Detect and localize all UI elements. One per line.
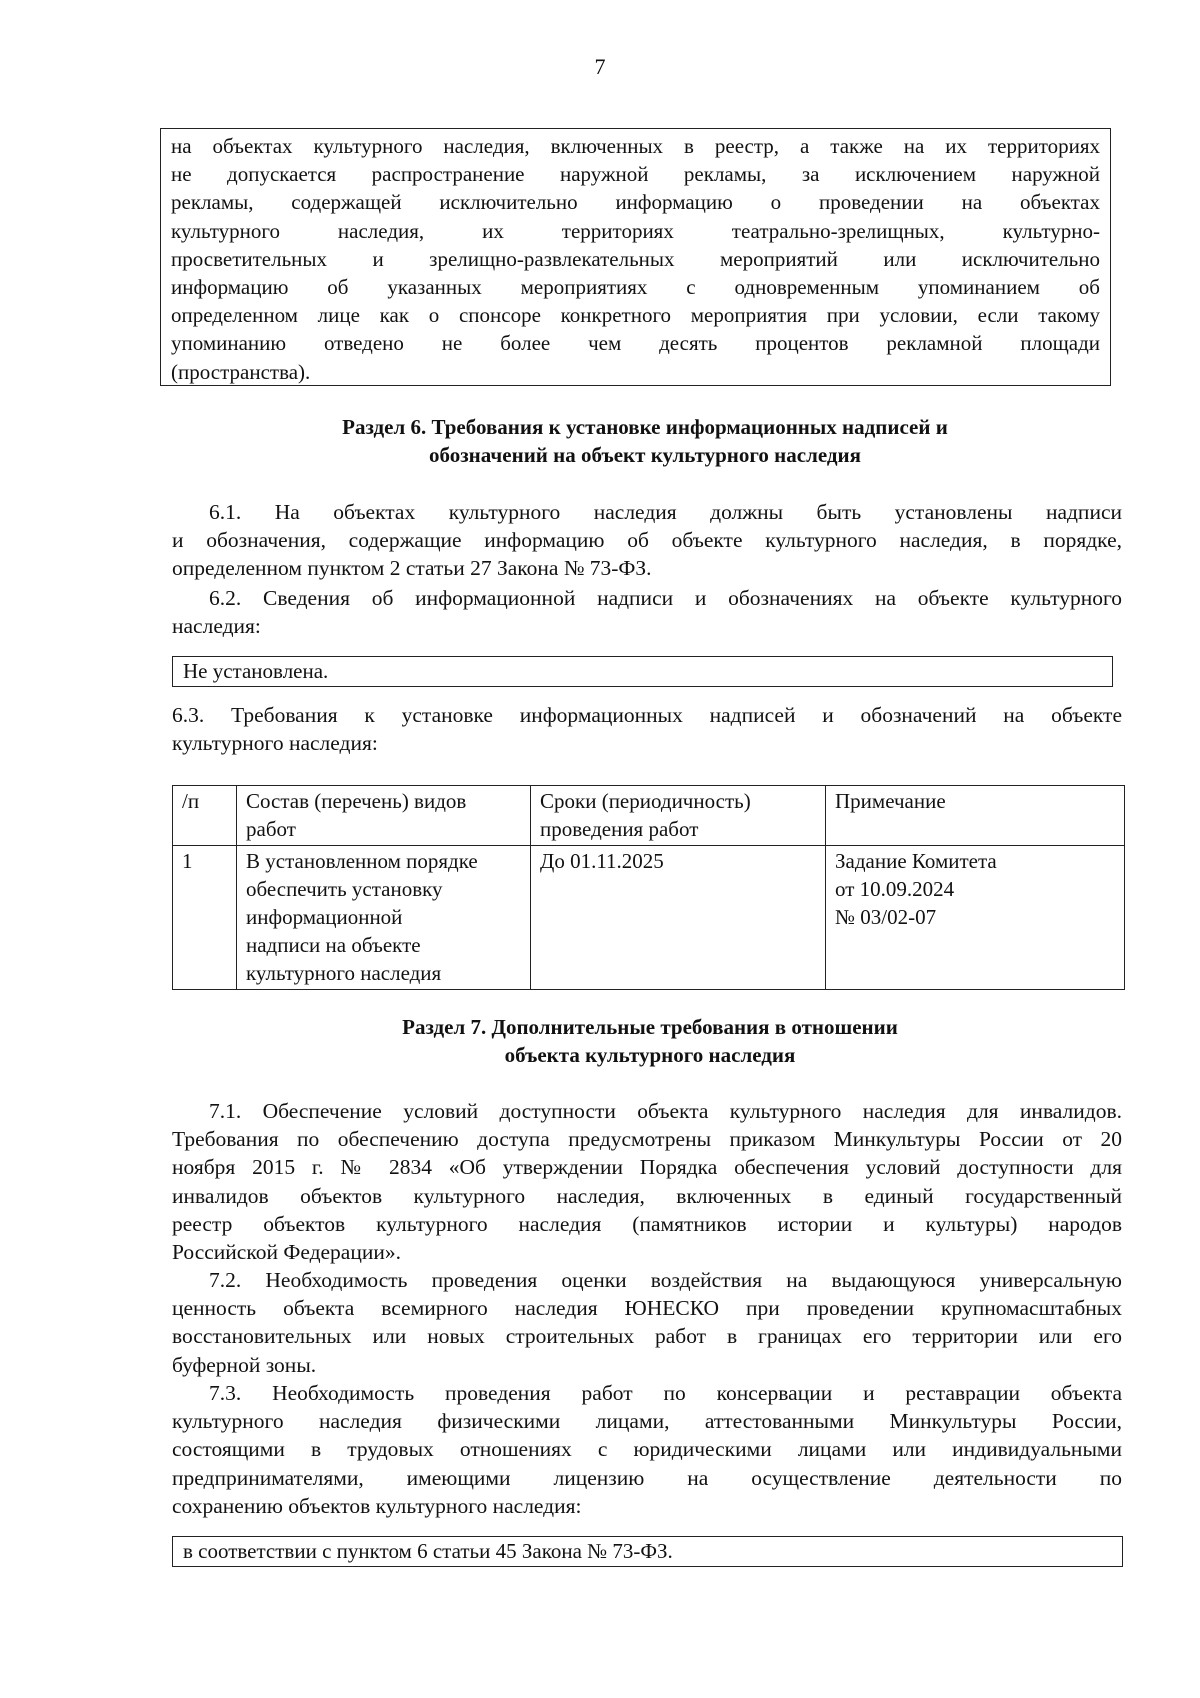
section-6-title-line: Раздел 6. Требования к установке информационных надписей и: [342, 415, 948, 439]
cell-text: Задание Комитета: [835, 849, 997, 873]
section-6-title: [0, 413, 1200, 469]
text-line: Требования по обеспечению доступа предусмотрены приказом Минкультуры России от 20: [172, 1127, 1122, 1152]
cell-text: обеспечить установку: [246, 877, 443, 901]
text-line: 6.3. Требования к установке информационных надписей и обозначений на объекте: [172, 703, 1122, 727]
paragraph-7-3: [172, 1379, 1122, 1520]
cell-number: [173, 846, 237, 990]
paragraph-6-1: [172, 498, 1122, 583]
text-line: наследия:: [172, 614, 261, 639]
text-line: восстановительных или новых строительных работ в границах его территории или его: [172, 1324, 1122, 1349]
text-line: Российской Федерации».: [172, 1240, 401, 1265]
section-7-title: [0, 1013, 1200, 1069]
text-line: сохранению объектов культурного наследия:: [172, 1493, 582, 1518]
text-line: реестр объектов культурного наследия (памятников истории и культуры) народов: [172, 1211, 1122, 1236]
text-line: упоминанию отведено не более чем десять процентов рекламной площади: [171, 331, 1100, 356]
header-number: [173, 786, 237, 846]
section-7-title-line: объекта культурного наследия: [504, 1043, 796, 1067]
header-text: Состав (перечень) видов: [246, 789, 467, 813]
cell-work: [237, 846, 531, 990]
text-line: на объектах культурного наследия, включенных в реестр, а также на их территориях: [171, 134, 1100, 158]
cell-text: В установленном порядке: [246, 849, 478, 873]
cell-text: культурного наследия: [246, 961, 442, 985]
text-line: ценность объекта всемирного наследия ЮНЕСКО при проведении крупномасштабных: [172, 1296, 1122, 1321]
paragraph-6-3: [172, 701, 1122, 757]
header-text: работ: [246, 817, 296, 841]
text-line: ноября 2015 г. № 2834 «Об утверждении Порядка обеспечения условий доступности для: [172, 1155, 1122, 1180]
text-line: 7.3. Необходимость проведения работ по консервации и реставрации объекта: [209, 1381, 1122, 1405]
section-7-title-line: Раздел 7. Дополнительные требования в отношении: [402, 1015, 898, 1039]
cell-text: от 10.09.2024: [835, 877, 955, 901]
cell-text: надписи на объекте: [246, 933, 421, 957]
requirements-table: [172, 785, 1125, 990]
header-text: /п: [182, 789, 200, 813]
cell-text: До 01.11.2025: [540, 849, 664, 873]
header-work-composition: [237, 786, 531, 846]
table-row: [173, 846, 1125, 990]
text-line: предпринимателями, имеющими лицензию на осуществление деятельности по: [172, 1465, 1122, 1490]
text-line: 6.1. На объектах культурного наследия должны быть установлены надписи: [209, 500, 1122, 524]
heritage-ads-text-box: [160, 128, 1111, 386]
text-line: культурного наследия физическими лицами, аттестованными Минкультуры России,: [172, 1409, 1122, 1434]
text-line: информацию об указанных мероприятиях с одновременным упоминанием об: [171, 275, 1100, 300]
text-line: определенном пунктом 2 статьи 27 Закона № 73-ФЗ.: [172, 556, 652, 581]
page-number: 7: [594, 54, 606, 79]
text-line: просветительных и зрелищно-развлекательных мероприятий или исключительно: [171, 246, 1100, 271]
paragraph-6-2: [172, 584, 1122, 640]
cell-note: [826, 846, 1125, 990]
restoration-basis-box: в соответствии с пунктом 6 статьи 45 Закона № 73-ФЗ.: [172, 1536, 1123, 1567]
text-line: 7.1. Обеспечение условий доступности объекта культурного наследия для инвалидов.: [209, 1099, 1122, 1123]
header-deadline: [531, 786, 826, 846]
cell-text: информационной: [246, 905, 403, 929]
text-line: (пространства).: [171, 359, 311, 384]
text-line: культурного наследия:: [172, 731, 378, 756]
text-line: состоящими в трудовых отношениях с юридическими лицами или индивидуальными: [172, 1437, 1122, 1462]
cell-text: № 03/02-07: [835, 905, 937, 929]
header-note: [826, 786, 1125, 846]
paragraph-7-1: [172, 1097, 1122, 1266]
section-6-title-line: обозначений на объект культурного наследия: [429, 443, 861, 467]
inscription-info-box: Не установлена.: [172, 656, 1113, 687]
cell-text: 1: [182, 849, 193, 873]
text-line: не допускается распространение наружной рекламы, за исключением наружной: [171, 162, 1100, 187]
header-text: проведения работ: [540, 817, 699, 841]
header-text: Сроки (периодичность): [540, 789, 751, 813]
text-line: инвалидов объектов культурного наследия, включенных в единый государственный: [172, 1183, 1122, 1208]
text-line: рекламы, содержащей исключительно информацию о проведении на объектах: [171, 190, 1100, 215]
text-line: 7.2. Необходимость проведения оценки воздействия на выдающуюся универсальную: [209, 1268, 1122, 1292]
paragraph-7-2: [172, 1266, 1122, 1379]
text-line: культурного наследия, их территориях театрально-зрелищных, культурно-: [171, 218, 1100, 243]
text-line: 6.2. Сведения об информационной надписи и обозначениях на объекте культурного: [209, 586, 1122, 610]
text-line: буферной зоны.: [172, 1352, 317, 1377]
cell-deadline: [531, 846, 826, 990]
header-text: Примечание: [835, 789, 946, 813]
table-header-row: [173, 786, 1125, 846]
text-line: определенном лице как о спонсоре конкретного мероприятия при условии, если такому: [171, 303, 1100, 328]
text-line: и обозначения, содержащие информацию об объекте культурного наследия, в порядке,: [172, 528, 1122, 553]
